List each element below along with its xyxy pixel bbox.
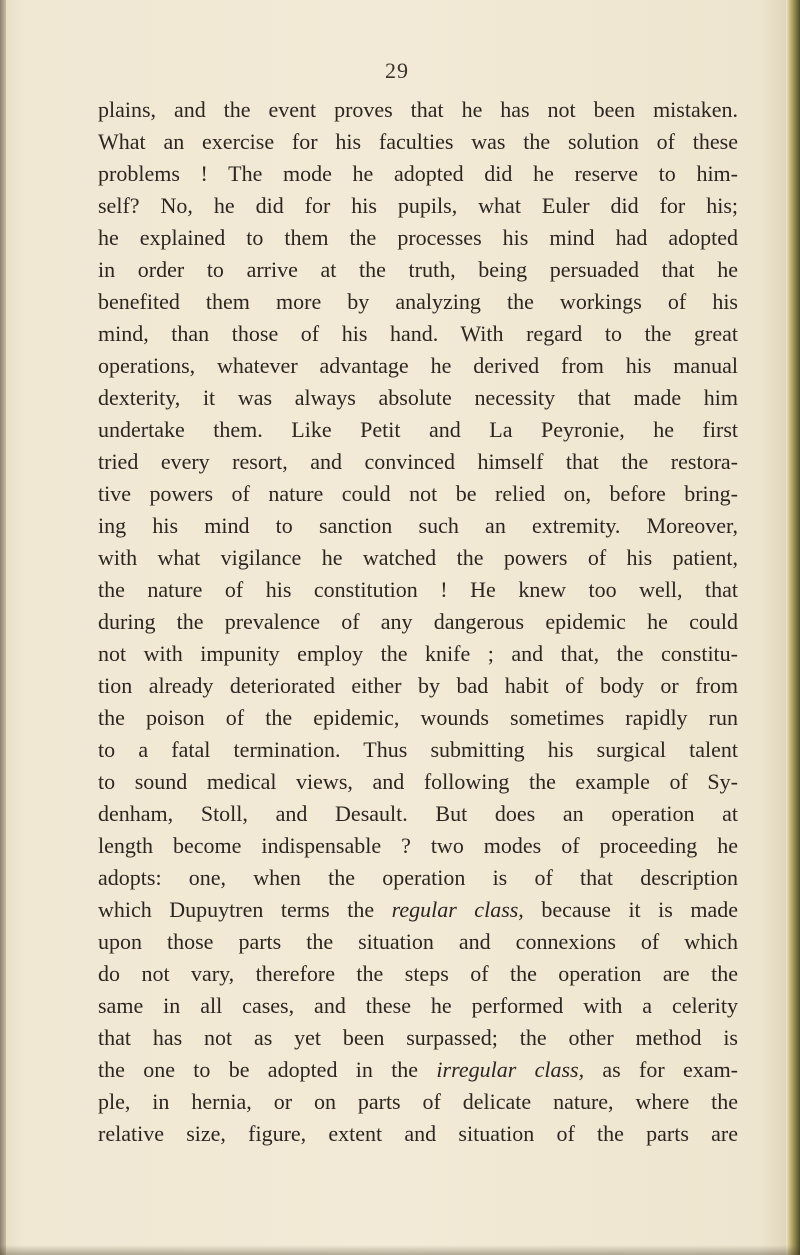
text-segment: which Dupuytren terms the: [98, 897, 392, 922]
text-segment: the one to be adopted in the: [98, 1057, 437, 1082]
text-segment: mind, than those of his hand. With regard to the great: [98, 321, 738, 346]
text-line: [98, 574, 738, 606]
text-segment: benefited them more by analyzing the workings of his: [98, 289, 738, 314]
text-segment: problems ! The mode he adopted did he reserve to him-: [98, 161, 738, 186]
text-line: [98, 446, 738, 478]
text-line: [98, 158, 738, 190]
italic-term: irregular class,: [436, 1057, 585, 1082]
text-segment: operations, whatever advantage he derived from his manual: [98, 353, 738, 378]
text-segment: tried every resort, and convinced himself that the restora-: [98, 449, 738, 474]
text-line: [98, 670, 738, 702]
text-segment: self? No, he did for his pupils, what Euler did for his;: [98, 193, 738, 218]
text-line: [98, 894, 738, 926]
text-line: [98, 990, 738, 1022]
text-line: [98, 286, 738, 318]
text-segment: with what vigilance he watched the powers of his patient,: [98, 545, 738, 570]
text-segment: upon those parts the situation and connexions of which: [98, 929, 738, 954]
text-segment: the poison of the epidemic, wounds sometimes rapidly run: [98, 705, 738, 730]
text-line: [98, 222, 738, 254]
text-segment: undertake them. Like Petit and La Peyronie, he first: [98, 417, 738, 442]
text-line: [98, 766, 738, 798]
text-segment: not with impunity employ the knife ; and that, the constitu-: [98, 641, 738, 666]
text-segment: relative size, figure, extent and situation of the parts are: [98, 1121, 738, 1146]
text-segment: same in all cases, and these he performed with a celerity: [98, 993, 738, 1018]
text-segment: the nature of his constitution ! He knew too well, that: [98, 577, 738, 602]
text-segment: to a fatal termination. Thus submitting his surgical talent: [98, 737, 738, 762]
text-line: [98, 958, 738, 990]
text-segment: because it is made: [523, 897, 738, 922]
page-number: 29: [385, 58, 409, 83]
body-text: [98, 94, 738, 1150]
text-line: [98, 254, 738, 286]
text-line: [98, 798, 738, 830]
text-line: [98, 734, 738, 766]
text-line: [98, 382, 738, 414]
text-segment: ing his mind to sanction such an extremity. Moreover,: [98, 513, 738, 538]
page-left-edge-shadow: [0, 0, 6, 1255]
text-line: [98, 414, 738, 446]
text-line: [98, 94, 738, 126]
text-segment: he explained to them the processes his mind had adopted: [98, 225, 738, 250]
text-line: [98, 606, 738, 638]
text-line: [98, 126, 738, 158]
text-segment: adopts: one, when the operation is of that description: [98, 865, 738, 890]
text-line: [98, 350, 738, 382]
text-segment: as for exam-: [584, 1057, 739, 1082]
text-line: [98, 702, 738, 734]
italic-term: regular class,: [391, 897, 524, 922]
text-segment: ple, in hernia, or on parts of delicate nature, where the: [98, 1089, 738, 1114]
text-line: [98, 830, 738, 862]
text-line: [98, 542, 738, 574]
text-segment: denham, Stoll, and Desault. But does an operation at: [98, 801, 738, 826]
text-segment: to sound medical views, and following the example of Sy-: [98, 769, 738, 794]
text-segment: during the prevalence of any dangerous epidemic he could: [98, 609, 738, 634]
text-segment: that has not as yet been surpassed; the other method is: [98, 1025, 738, 1050]
text-segment: tion already deteriorated either by bad habit of body or from: [98, 673, 738, 698]
text-line: [98, 478, 738, 510]
text-line: [98, 510, 738, 542]
text-line: [98, 1022, 738, 1054]
text-line: [98, 862, 738, 894]
text-line: [98, 1118, 738, 1150]
text-segment: length become indispensable ? two modes of proceeding he: [98, 833, 738, 858]
text-line: [98, 1086, 738, 1118]
page-right-edge-binding: [786, 0, 800, 1255]
text-segment: plains, and the event proves that he has not been mistaken.: [98, 97, 738, 122]
text-line: [98, 1054, 738, 1086]
page-bottom-edge-shadow: [0, 1245, 800, 1255]
text-segment: in order to arrive at the truth, being persuaded that he: [98, 257, 738, 282]
text-line: [98, 190, 738, 222]
text-line: [98, 318, 738, 350]
text-line: [98, 926, 738, 958]
text-segment: dexterity, it was always absolute necessity that made him: [98, 385, 738, 410]
text-segment: tive powers of nature could not be relied on, before bring-: [98, 481, 738, 506]
text-segment: do not vary, therefore the steps of the operation are the: [98, 961, 738, 986]
text-line: [98, 638, 738, 670]
text-segment: What an exercise for his faculties was the solution of these: [98, 129, 738, 154]
